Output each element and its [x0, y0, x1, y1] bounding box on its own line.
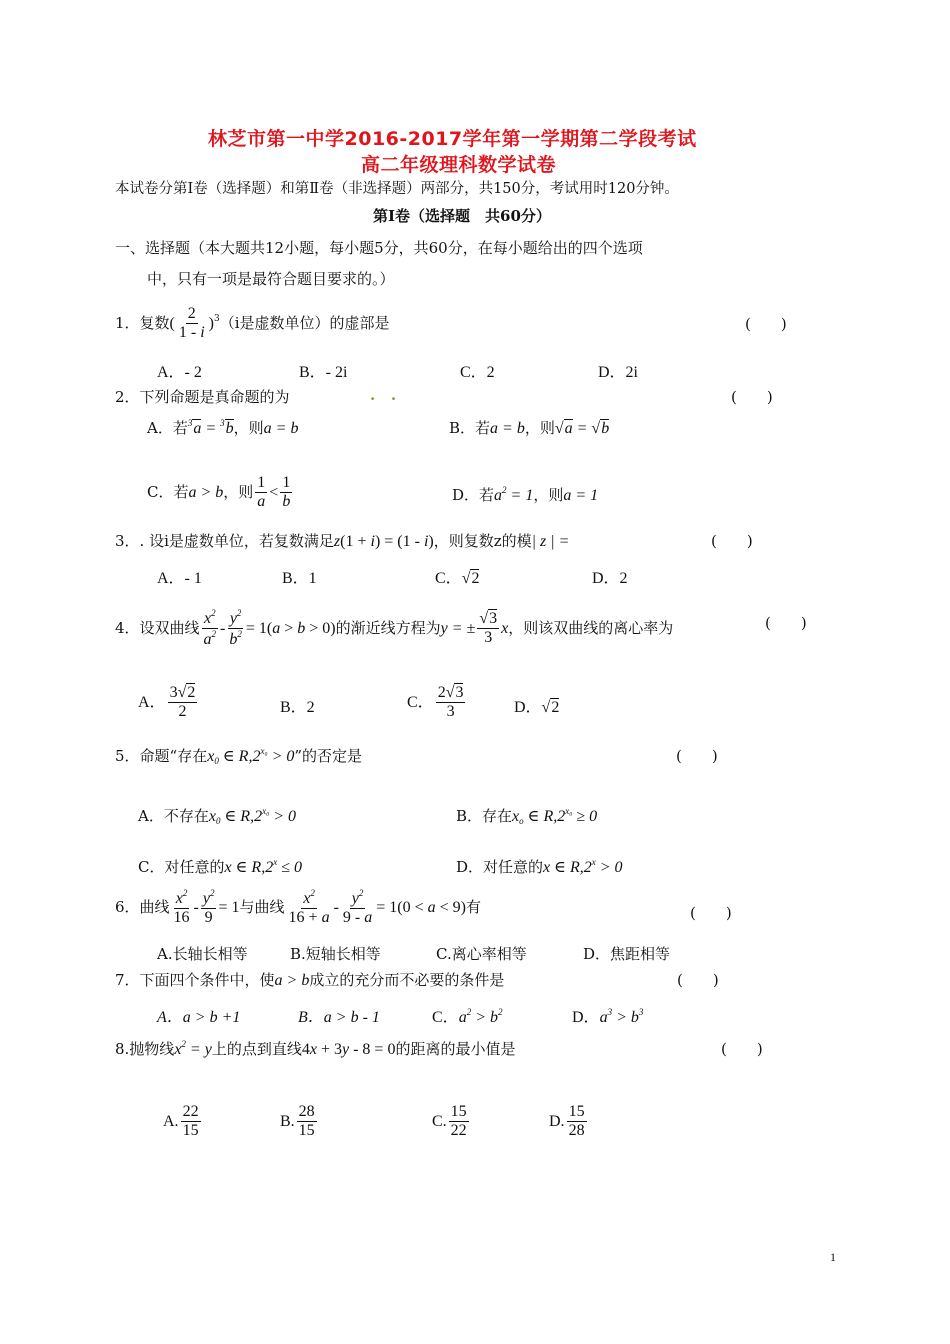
q8-option-b: B. $\frac{28}{15}$ [280, 1103, 315, 1140]
question-2: 2．下列命题是真命题的为 [115, 388, 290, 406]
q2-option-c: C．若a > b，则 $\frac{1}{a}$ < $\frac{1}{b}$ [147, 474, 291, 511]
q4-option-c: C． $\frac{2√3}{3}$ [407, 684, 464, 721]
q1-option-c: C．2 [460, 364, 495, 381]
q1-prefix: 1．复数 [115, 313, 170, 332]
question-7: 7．下面四个条件中，使a > b成立的充分而不必要的条件是 [115, 971, 505, 989]
q5-option-c: C．对任意的x ∈ $R,2^x \le 0$ [138, 857, 302, 876]
q6-answer-blank: ( ) [690, 904, 732, 922]
q2-option-d: D．若$a^2 = 1$，则a = 1 [452, 485, 599, 504]
q7-answer-blank: ( ) [677, 971, 719, 989]
q5-option-b: B．存在$x_o$ ∈ $R,2^{x_0} \ge 0$ [456, 806, 598, 826]
q1-option-a: A．- 2 [157, 364, 202, 381]
part-instructions-line2: 中，只有一项是最符合题目要求的。） [147, 270, 395, 288]
q4-option-d: D．√2 [514, 699, 560, 716]
question-1: 1．复数( $\frac{2}{1 - i}$ )$^3$（i是虚数单位）的虚部是 [115, 305, 390, 342]
q1-suffix: （i是虚数单位）的虚部是 [219, 313, 390, 332]
decorative-dots: . . [370, 386, 397, 404]
q3-answer-blank: ( ) [711, 532, 753, 550]
q5-answer-blank: ( ) [676, 747, 718, 765]
q3-option-c: C．√2 [435, 570, 480, 587]
q8-option-d: D. $\frac{15}{28}$ [549, 1103, 585, 1140]
exam-intro: 本试卷分第Ⅰ卷（选择题）和第Ⅱ卷（非选择题）两部分，共150分，考试用时120分钟。 [115, 181, 679, 197]
exam-title-line1: 林芝市第一中学2016-2017学年第一学期第二学段考试 [208, 128, 697, 150]
q6-option-a: A.长轴长相等 [157, 945, 248, 963]
section-heading: 第Ⅰ卷（选择题 共60分） [373, 207, 551, 225]
question-3: 3．. 设i是虚数单位，若复数满足z(1 + i) = (1 - i)，则复数z的模| z | = [115, 532, 570, 550]
question-5: 5．命题“存在$x_0$ ∈ $R,2^{x_0} > 0$”的否定是 [115, 746, 363, 766]
q4-option-b: B．2 [280, 699, 315, 716]
question-8: 8.抛物线$x^2 = y$上的点到直线4x + 3y - 8 = 0的距离的最小值是 [115, 1039, 516, 1058]
q6-option-c: C.离心率相等 [436, 945, 527, 963]
q1-option-d: D．2i [598, 364, 639, 381]
q3-option-b: B．1 [282, 570, 317, 587]
q7-option-d: D．$a^3 > b^3$ [572, 1007, 644, 1026]
question-6: 6．曲线 $\frac{x^2}{16}$ - $\frac{y^2}{9}$ = 1与曲线 $\frac{x^2}{16 + a}$ - $\frac{y^2}{9 - a}$ = 1(0 < a < 9)有 [115, 888, 481, 927]
q1-option-b: B．- 2i [299, 364, 348, 381]
q8-answer-blank: ( ) [721, 1040, 763, 1058]
question-4: 4．设双曲线 $\frac{x^2}{a^2}$ - $\frac{y^2}{b^2}$ = 1(a > b > 0)的渐近线方程为y = ± $\frac{√3}{3}$ x，则该双曲线的离心率为 [115, 608, 674, 649]
q3-option-d: D．2 [592, 570, 628, 587]
q5-option-d: D．对任意的x ∈ $R,2^x > 0$ [456, 857, 623, 876]
exam-title-line2: 高二年级理科数学试卷 [361, 154, 557, 176]
q2-option-b: B．若a = b，则√a = √b [449, 419, 610, 437]
q8-option-a: A. $\frac{22}{15}$ [163, 1103, 199, 1140]
q3-option-a: A．- 1 [157, 570, 202, 587]
q2-answer-blank: ( ) [731, 388, 773, 406]
q1-answer-blank: ( ) [745, 315, 787, 333]
q8-option-c: C. $\frac{15}{22}$ [432, 1103, 467, 1140]
q5-option-a: A．不存在$x_0$ ∈ $R,2^{x_0} > 0$ [138, 806, 296, 826]
part-instructions-line1: 一、选择题（本大题共12小题，每小题5分，共60分，在每小题给出的四个选项 [115, 239, 643, 257]
q7-option-b: B．a > b - 1 [298, 1009, 380, 1026]
q4-option-a: A． $\frac{3√2}{2}$ [138, 684, 196, 721]
q2-option-a: A．若$^3$a = $^3$b，则a = b [147, 418, 299, 437]
q7-option-a: A．a > b +1 [157, 1009, 241, 1026]
q6-option-b: B.短轴长相等 [290, 945, 381, 963]
q7-option-c: C．$a^2 > b^2$ [432, 1007, 503, 1026]
q4-answer-blank: ( ) [765, 614, 807, 632]
page-number: 1 [830, 1250, 836, 1264]
q6-option-d: D．焦距相等 [583, 945, 671, 963]
